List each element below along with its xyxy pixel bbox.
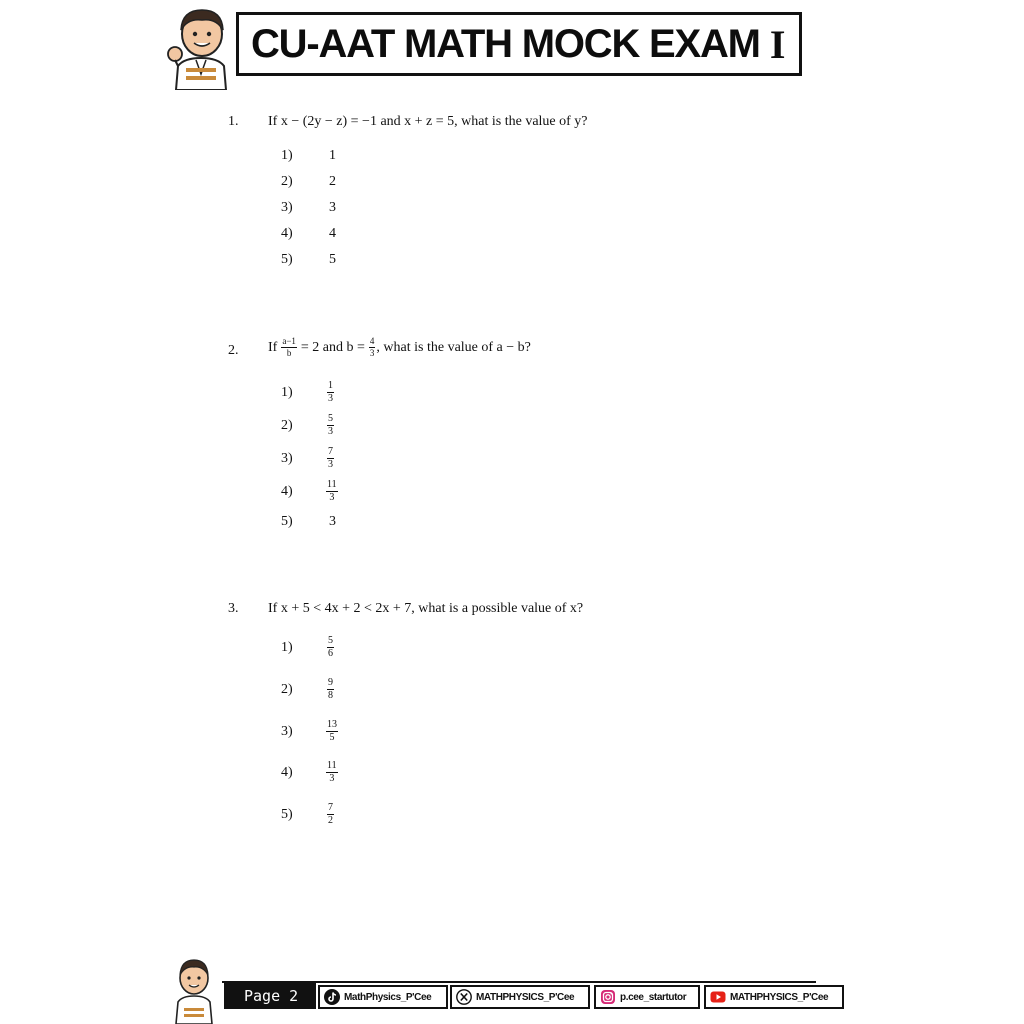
choice-label: 2) (281, 418, 293, 433)
fraction-numerator: a−1 (282, 336, 296, 346)
fraction (369, 337, 376, 358)
choice-label: 1) (281, 640, 293, 655)
fraction-numerator: 5 (328, 635, 333, 646)
exam-title-box (236, 12, 802, 76)
choice-label: 4) (281, 226, 293, 241)
question-text-part: If (268, 339, 278, 355)
choice-fraction (327, 636, 334, 659)
fraction-denominator: 3 (329, 492, 335, 503)
fraction-denominator: 3 (369, 348, 375, 358)
x-icon (456, 989, 472, 1005)
fraction-denominator: 6 (328, 648, 333, 659)
youtube-icon (710, 989, 726, 1005)
choice-fraction (327, 414, 334, 437)
choice-label: 3) (281, 724, 293, 739)
question-number: 3. (228, 601, 239, 616)
choice-value: 3 (329, 514, 336, 529)
question-text (268, 337, 531, 358)
choice-label: 2) (281, 174, 293, 189)
question-text: If x − (2y − z) = −1 and x + z = 5, what is the value of y? (268, 114, 588, 129)
fraction-numerator: 7 (328, 802, 333, 813)
question-text: If x + 5 < 4x + 2 < 2x + 7, what is a possible value of x? (268, 601, 584, 616)
fraction-numerator: 1 (328, 380, 333, 391)
choice-fraction (327, 381, 334, 404)
mascot-illustration (166, 4, 236, 90)
fraction-numerator: 5 (328, 413, 333, 424)
choice-fraction (327, 678, 334, 701)
fraction (281, 337, 297, 358)
choice-label: 2) (281, 682, 293, 697)
question-text-part: , what is the value of a − b? (376, 339, 531, 355)
choice-value: 1 (329, 148, 336, 163)
fraction-denominator: 5 (329, 732, 335, 743)
choice-value: 5 (329, 252, 336, 267)
fraction-numerator: 13 (327, 719, 337, 730)
fraction-denominator: 3 (329, 773, 335, 784)
choice-label: 1) (281, 385, 293, 400)
social-youtube[interactable] (704, 985, 844, 1009)
tiktok-icon (324, 989, 340, 1005)
choice-value: 3 (329, 200, 336, 215)
fraction-denominator: 3 (328, 393, 333, 404)
fraction-numerator: 7 (328, 446, 333, 457)
fraction-numerator: 11 (327, 760, 337, 771)
social-handle: MATHPHYSICS_P'Cee (730, 991, 829, 1003)
mascot-illustration (171, 956, 217, 1024)
choice-label: 3) (281, 451, 293, 466)
fraction-denominator: 3 (328, 426, 333, 437)
choice-label: 5) (281, 252, 293, 267)
choice-value: 4 (329, 226, 336, 241)
fraction-numerator: 4 (369, 336, 375, 346)
fraction-numerator: 9 (328, 677, 333, 688)
social-tiktok[interactable] (318, 985, 448, 1009)
choice-label: 5) (281, 514, 293, 529)
social-x[interactable] (450, 985, 590, 1009)
fraction-denominator: b (286, 348, 292, 358)
choice-fraction (327, 447, 334, 470)
question-text-part: = 2 and b = (300, 339, 365, 355)
choice-fraction (326, 720, 338, 743)
fraction-denominator: 2 (328, 815, 333, 826)
social-handle: MATHPHYSICS_P'Cee (476, 991, 575, 1003)
choice-value: 2 (329, 174, 336, 189)
choice-label: 4) (281, 765, 293, 780)
exam-number: I (769, 21, 786, 67)
choice-fraction (327, 803, 334, 826)
fraction-numerator: 11 (327, 479, 337, 490)
choice-label: 3) (281, 200, 293, 215)
social-handle: MathPhysics_P'Cee (344, 991, 432, 1003)
choice-label: 4) (281, 484, 293, 499)
social-handle: p.cee_startutor (620, 991, 687, 1003)
fraction-denominator: 3 (328, 459, 333, 470)
fraction-denominator: 8 (328, 690, 333, 701)
page-number: Page 2 (224, 983, 316, 1009)
social-instagram[interactable] (594, 985, 700, 1009)
choice-label: 5) (281, 807, 293, 822)
choice-label: 1) (281, 148, 293, 163)
choice-fraction (326, 480, 338, 503)
question-number: 1. (228, 114, 239, 129)
exam-title: CU-AAT MATH MOCK EXAM (251, 21, 760, 66)
instagram-icon (600, 989, 616, 1005)
choice-fraction (326, 761, 338, 784)
question-number: 2. (228, 343, 239, 358)
